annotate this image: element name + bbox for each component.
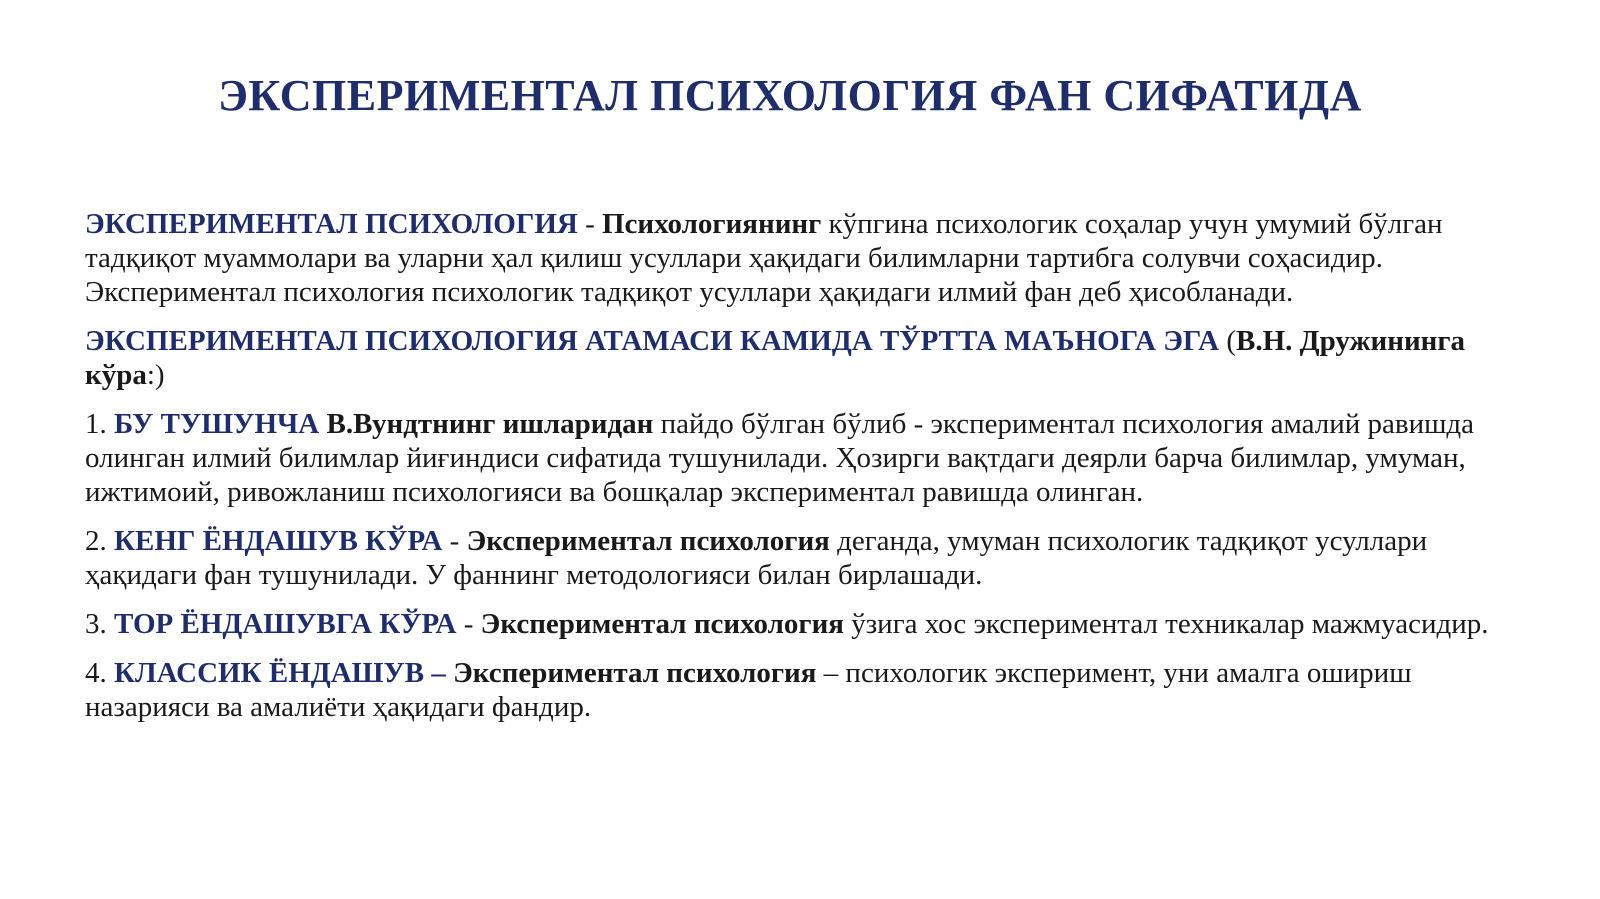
close-paren: :) [146,359,165,391]
author-reference: В.Н. Дружининга кўра [85,325,1466,391]
open-paren: ( [1219,325,1237,357]
paragraph-text: пайдо бўлган бўлиб - экспериментал психология амалий равишда олинган илмий билимлар йиғиндиси сифатида тушунилади. Ҳозирги вақтдаги деярли барча билимлар, умуман, ижтимоий, ривожланиш психологияси ва бошқалар экспериментал равишда олинган. [85,408,1475,508]
item-number: 4. [85,657,114,689]
paragraph-meanings-heading [85,324,1525,392]
term-heading: БУ ТУШУНЧА [114,408,320,440]
list-item-2 [85,524,1525,592]
slide-title: ЭКСПЕРИМЕНТАЛ ПСИХОЛОГИЯ ФАН СИФАТИДА [218,71,1362,120]
bold-phrase: В.Вундтнинг ишларидан [326,408,654,440]
paragraph-definition [85,207,1525,309]
item-number: 3. [85,608,114,640]
item-number: 2. [85,525,114,557]
bold-phrase: Психологиянинг [602,208,822,240]
paragraph-text: ўзига хос экспериментал техникалар мажмуасидир. [843,608,1489,640]
term-heading: ТОР ЁНДАШУВГА КЎРА [114,608,457,640]
list-item-1 [85,407,1525,509]
bold-phrase: Экспериментал психология [480,608,844,640]
term-heading: ЭКСПЕРИМЕНТАЛ ПСИХОЛОГИЯ [85,208,578,240]
term-heading: ЭКСПЕРИМЕНТАЛ ПСИХОЛОГИЯ АТАМАСИ КАМИДА ТЎРТТА МАЪНОГА ЭГА [85,325,1220,357]
bold-phrase: Экспериментал психология [466,525,830,557]
separator: - [442,525,467,557]
paragraph-text: деганда, умуман психологик тадқиқот усуллари ҳақидаги фан тушунилади. У фаннинг методологияси билан бирлашади. [85,525,1428,591]
paragraph-text: – психологик эксперимент, уни амалга ошириш назарияси ва амалиёти ҳақидаги фандир. [85,657,1412,723]
separator: - [456,608,481,640]
list-item-3 [85,607,1525,641]
paragraph-text: кўпгина психологик соҳалар учун умумий бўлган тадқиқот муаммолари ва уларни ҳал қилиш усуллари ҳақидаги билимларни тартибга солувчи соҳасидир. Экспериментал психология психологик тадқиқот усуллари ҳақидаги илмий фан деб ҳисобланади. [85,208,1443,308]
slide-body [85,207,1525,739]
separator: - [577,208,602,240]
bold-phrase: Экспериментал психология [453,657,817,689]
term-heading: КЛАССИК ЁНДАШУВ – [114,657,446,689]
list-item-4 [85,656,1525,724]
term-heading: КЕНГ ЁНДАШУВ КЎРА [114,525,443,557]
item-number: 1. [85,408,114,440]
